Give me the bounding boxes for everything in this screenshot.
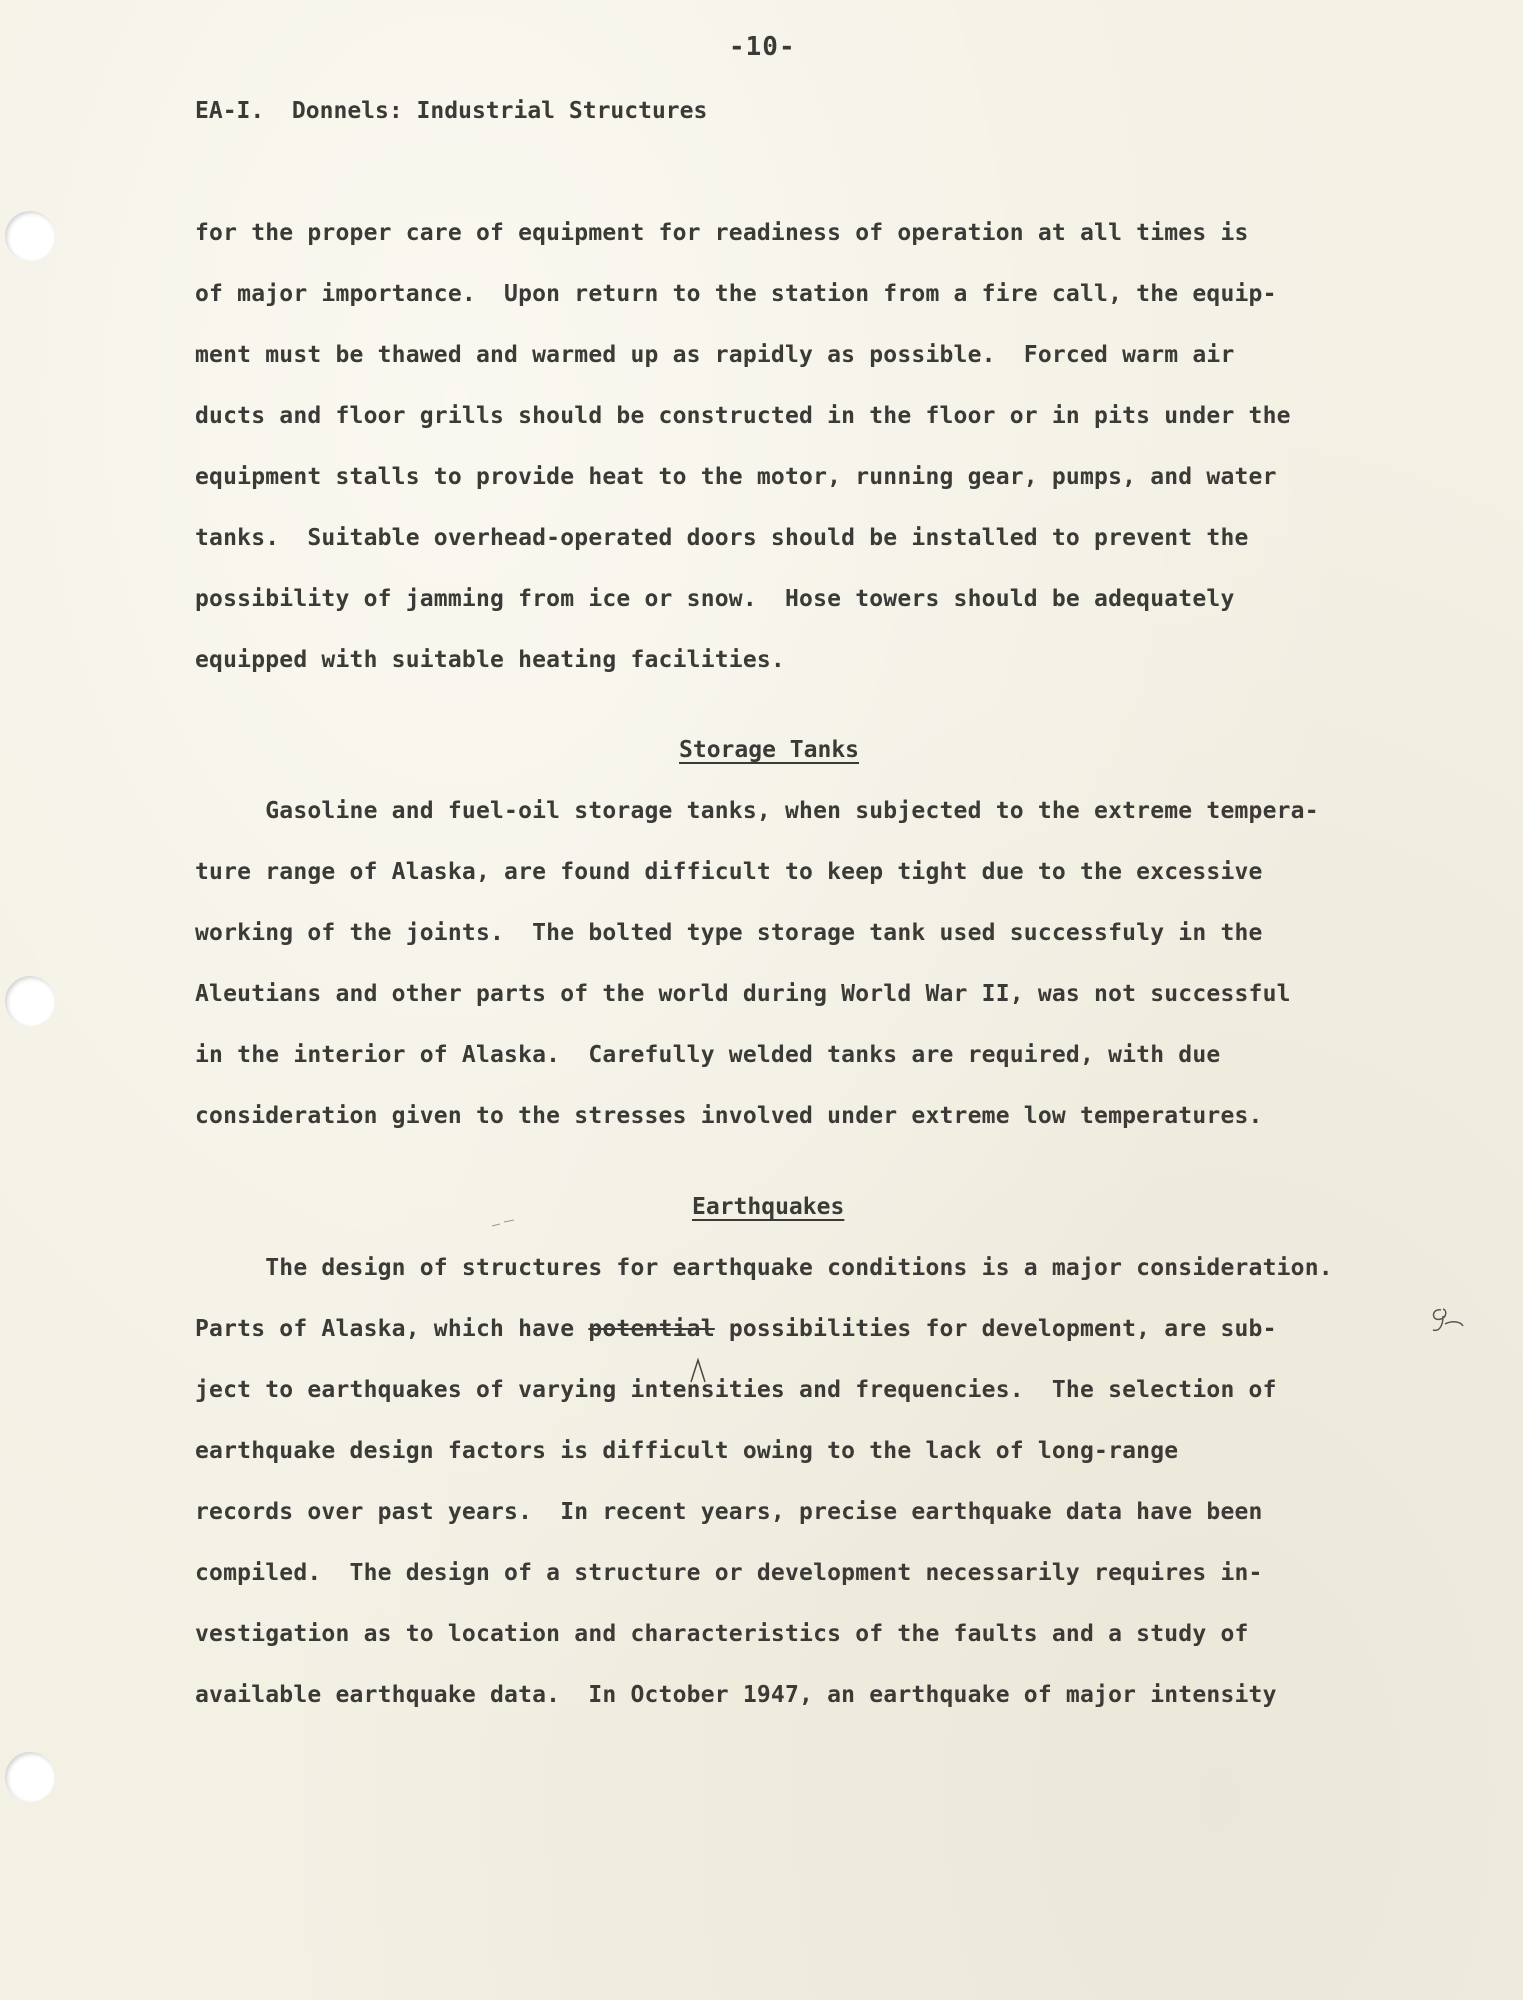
text-segment: possibilities for development, are sub- xyxy=(714,1316,1277,1342)
text-line: equipment stalls to provide heat to the motor, running gear, pumps, and water xyxy=(195,464,1277,490)
section-heading-earthquakes: Earthquakes xyxy=(692,1194,845,1220)
handwritten-caret-mark xyxy=(689,1356,707,1384)
text-line: ducts and floor grills should be constructed in the floor or in pits under the xyxy=(195,403,1291,429)
running-header: EA-I. Donnels: Industrial Structures xyxy=(195,98,708,124)
text-line: tanks. Suitable overhead-operated doors should be installed to prevent the xyxy=(195,525,1249,551)
text-line: ture range of Alaska, are found difficult to keep tight due to the excessive xyxy=(195,859,1263,885)
handwritten-margin-mark xyxy=(1427,1304,1467,1334)
text-line: available earthquake data. In October 1947, an earthquake of major intensity xyxy=(195,1682,1277,1708)
text-line: compiled. The design of a structure or development necessarily requires in- xyxy=(195,1560,1263,1586)
text-line: ment must be thawed and warmed up as rapidly as possible. Forced warm air xyxy=(195,342,1235,368)
text-line: equipped with suitable heating facilities. xyxy=(195,647,785,673)
text-line: Gasoline and fuel-oil storage tanks, when subjected to the extreme tempera- xyxy=(195,798,1319,824)
punch-hole-middle xyxy=(5,976,55,1026)
punch-hole-bottom xyxy=(5,1752,55,1802)
text-line: ject to earthquakes of varying intensities and frequencies. The selection of xyxy=(195,1377,1277,1403)
text-line: consideration given to the stresses involved under extreme low temperatures. xyxy=(195,1103,1263,1129)
text-line: Aleutians and other parts of the world during World War II, was not successful xyxy=(195,981,1291,1007)
text-line: of major importance. Upon return to the station from a fire call, the equip- xyxy=(195,281,1277,307)
section-heading-storage-tanks: Storage Tanks xyxy=(679,737,860,763)
text-line: records over past years. In recent years, precise earthquake data have been xyxy=(195,1499,1263,1525)
text-line: The design of structures for earthquake conditions is a major consideration. xyxy=(195,1255,1333,1281)
page-number: -10- xyxy=(729,32,796,62)
text-line-with-correction xyxy=(195,1314,1277,1344)
stray-pencil-mark xyxy=(490,1218,520,1228)
text-line: earthquake design factors is difficult owing to the lack of long-range xyxy=(195,1438,1179,1464)
struck-word: potential xyxy=(588,1316,715,1342)
text-line: for the proper care of equipment for readiness of operation at all times is xyxy=(195,220,1249,246)
punch-hole-top xyxy=(5,211,55,261)
text-line: possibility of jamming from ice or snow. Hose towers should be adequately xyxy=(195,586,1235,612)
text-segment: Parts of Alaska, which have xyxy=(195,1316,589,1342)
text-line: vestigation as to location and characteristics of the faults and a study of xyxy=(195,1621,1249,1647)
text-line: working of the joints. The bolted type storage tank used successfuly in the xyxy=(195,920,1263,946)
text-line: in the interior of Alaska. Carefully welded tanks are required, with due xyxy=(195,1042,1221,1068)
